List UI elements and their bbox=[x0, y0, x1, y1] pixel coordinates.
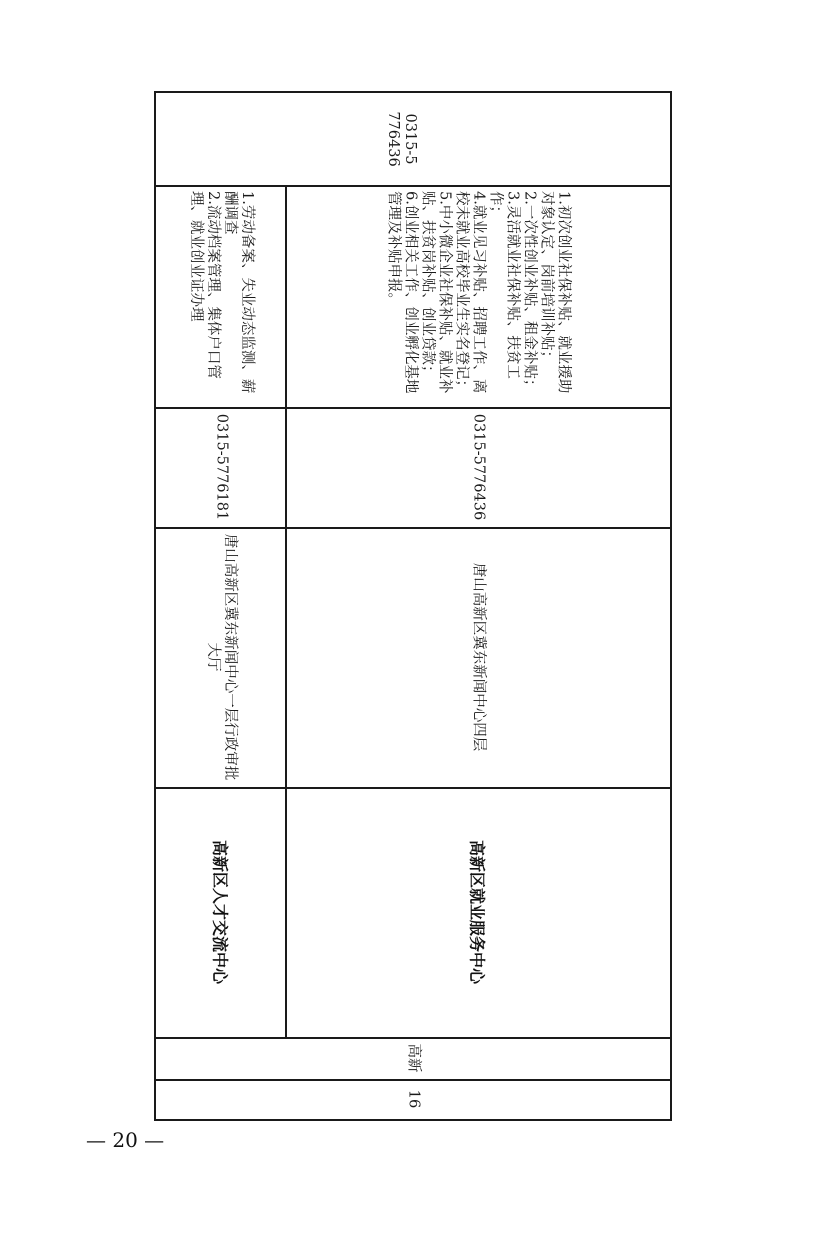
duties-cell-employment bbox=[285, 185, 670, 407]
contact-phone: 0315-5776436 bbox=[385, 111, 418, 167]
address-cell-employment bbox=[285, 527, 670, 787]
phone-cell-talent bbox=[156, 407, 285, 527]
duty-item: 1.劳动备案、失业动态监测、薪酬调查 bbox=[221, 191, 255, 394]
contact-phone-cell bbox=[156, 93, 670, 185]
duty-item: 4.就业见习补贴、招聘工作、离校未就业高校毕业生实名登记； bbox=[453, 191, 486, 394]
duty-item: 2.流动档案管理、集体户口管理、就业创业证办理 bbox=[187, 191, 221, 379]
address-cell-talent bbox=[156, 527, 285, 787]
phone-cell-employment bbox=[285, 407, 670, 527]
row-index: 16 bbox=[405, 1089, 422, 1109]
duty-item: 5.中小微企业社保补贴、就业补贴、扶贫岗补贴、创业贷款； bbox=[419, 191, 452, 394]
phone-employment: 0315-5776436 bbox=[470, 413, 486, 521]
region-label: 高新 bbox=[405, 1043, 422, 1073]
name-cell-talent bbox=[156, 787, 285, 1037]
name-cell-employment bbox=[285, 787, 670, 1037]
service-table bbox=[154, 91, 672, 1121]
duty-item: 6.创业相关工作、创业孵化基地管理及补贴申报。 bbox=[385, 191, 418, 394]
unit-name-talent: 高新区人才交流中心 bbox=[210, 839, 229, 984]
address-talent: 唐山高新区冀东新闻中心一层行政审批大厅 bbox=[204, 533, 238, 781]
unit-name-employment: 高新区就业服务中心 bbox=[467, 839, 486, 984]
duty-item: 2.一次性创业补贴、租金补贴； bbox=[521, 191, 537, 394]
region-cell bbox=[156, 1037, 670, 1079]
page-number: — 20 — bbox=[86, 1128, 165, 1152]
duties-cell-talent bbox=[156, 185, 285, 407]
address-employment: 唐山高新区冀东新闻中心四层 bbox=[470, 562, 486, 752]
duty-item: 3.灵活就业社保补贴、扶贫工作； bbox=[487, 191, 520, 379]
index-cell bbox=[156, 1079, 670, 1119]
duty-item: 1.初次创业社保补贴、就业援助对象认定、岗前培训补贴； bbox=[538, 191, 571, 394]
phone-talent: 0315-5776181 bbox=[213, 413, 229, 521]
